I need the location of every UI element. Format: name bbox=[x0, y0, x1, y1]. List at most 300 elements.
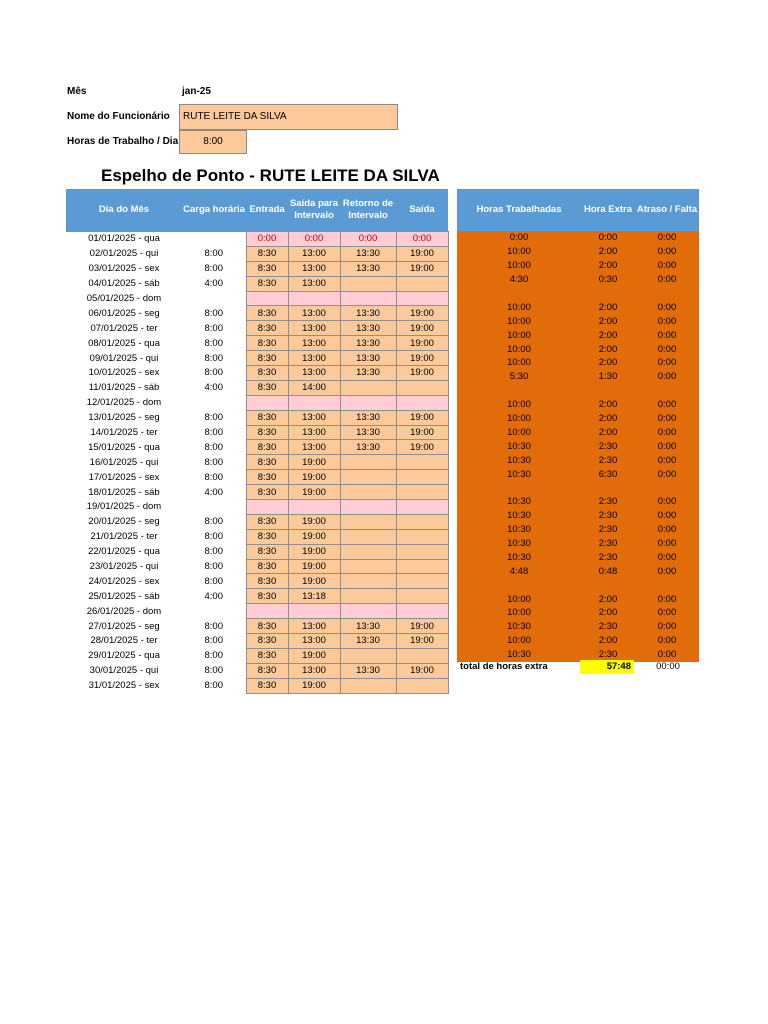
entry-cell[interactable]: 8:30 bbox=[246, 366, 288, 381]
timesheet-row bbox=[66, 485, 448, 500]
entry-cell[interactable]: 8:30 bbox=[246, 574, 288, 589]
day-cell: 29/01/2025 - qua bbox=[88, 650, 160, 662]
load-cell: 4:00 bbox=[204, 590, 223, 602]
break-out-cell[interactable]: 13:00 bbox=[288, 306, 340, 321]
worked-cell: 10:00 bbox=[457, 245, 581, 259]
exit-cell[interactable] bbox=[396, 529, 448, 544]
entry-cell[interactable] bbox=[246, 500, 288, 515]
break-in-cell[interactable] bbox=[340, 470, 396, 485]
delay-cell: 0:00 bbox=[635, 648, 699, 662]
day-cell: 24/01/2025 - sex bbox=[88, 575, 160, 587]
summary-row bbox=[457, 425, 699, 439]
summary-row bbox=[457, 606, 699, 620]
summary-row bbox=[457, 370, 699, 384]
load-cell: 8:00 bbox=[204, 575, 223, 587]
exit-cell[interactable] bbox=[396, 276, 448, 291]
exit-cell[interactable]: 19:00 bbox=[396, 634, 448, 649]
extra-cell: 2:30 bbox=[581, 620, 635, 634]
exit-cell[interactable]: 19:00 bbox=[396, 366, 448, 381]
entry-cell[interactable]: 8:30 bbox=[246, 485, 288, 500]
exit-cell[interactable]: 0:00 bbox=[396, 232, 448, 247]
delay-cell: 0:00 bbox=[635, 398, 699, 412]
worked-cell: 10:00 bbox=[457, 592, 581, 606]
timesheet-row bbox=[66, 321, 448, 336]
break-in-cell[interactable]: 13:30 bbox=[340, 351, 396, 366]
day-cell: 08/01/2025 - qua bbox=[88, 337, 160, 349]
exit-cell[interactable] bbox=[396, 470, 448, 485]
summary-row bbox=[457, 439, 699, 453]
exit-cell[interactable] bbox=[396, 291, 448, 306]
load-cell: 4:00 bbox=[204, 382, 223, 394]
entry-cell[interactable]: 8:30 bbox=[246, 380, 288, 395]
entry-cell[interactable]: 8:30 bbox=[246, 589, 288, 604]
load-cell: 8:00 bbox=[204, 307, 223, 319]
load-cell: 4:00 bbox=[204, 278, 223, 290]
entry-cell[interactable]: 8:30 bbox=[246, 425, 288, 440]
day-cell: 15/01/2025 - qua bbox=[88, 441, 160, 453]
break-out-cell[interactable]: 19:00 bbox=[288, 514, 340, 529]
summary-row bbox=[457, 453, 699, 467]
day-cell: 16/01/2025 - qui bbox=[89, 456, 159, 468]
day-cell: 07/01/2025 - ter bbox=[90, 322, 158, 334]
timesheet-row bbox=[66, 261, 448, 276]
delay-cell bbox=[635, 578, 699, 592]
extra-cell: 2:30 bbox=[581, 495, 635, 509]
extra-cell: 2:00 bbox=[581, 356, 635, 370]
exit-cell[interactable]: 19:00 bbox=[396, 246, 448, 261]
extra-cell: 2:00 bbox=[581, 300, 635, 314]
exit-cell[interactable]: 19:00 bbox=[396, 336, 448, 351]
break-in-cell[interactable] bbox=[340, 604, 396, 619]
summary-row bbox=[457, 412, 699, 426]
entry-cell[interactable]: 8:30 bbox=[246, 351, 288, 366]
delay-cell: 0:00 bbox=[635, 509, 699, 523]
extra-cell: 2:00 bbox=[581, 342, 635, 356]
break-out-cell[interactable]: 19:00 bbox=[288, 529, 340, 544]
delay-cell: 0:00 bbox=[635, 328, 699, 342]
break-out-cell[interactable]: 19:00 bbox=[288, 648, 340, 663]
worked-cell: 5:30 bbox=[457, 370, 581, 384]
worked-cell: 10:30 bbox=[457, 467, 581, 481]
summary-row bbox=[457, 384, 699, 398]
timesheet-row bbox=[66, 544, 448, 559]
break-in-cell[interactable] bbox=[340, 276, 396, 291]
day-cell: 21/01/2025 - ter bbox=[90, 531, 158, 543]
delay-cell: 0:00 bbox=[635, 314, 699, 328]
exit-cell[interactable] bbox=[396, 455, 448, 470]
load-cell: 8:00 bbox=[204, 680, 223, 692]
break-out-cell[interactable]: 19:00 bbox=[288, 544, 340, 559]
entry-cell[interactable]: 8:30 bbox=[246, 663, 288, 678]
break-in-cell[interactable]: 13:30 bbox=[340, 366, 396, 381]
extra-cell: 0:30 bbox=[581, 273, 635, 287]
load-cell: 4:00 bbox=[204, 486, 223, 498]
break-in-cell[interactable]: 13:30 bbox=[340, 246, 396, 261]
load-cell: 8:00 bbox=[204, 456, 223, 468]
load-cell bbox=[182, 395, 246, 410]
timesheet-row bbox=[66, 380, 448, 395]
worked-cell: 0:00 bbox=[457, 231, 581, 245]
day-cell: 17/01/2025 - sex bbox=[88, 471, 160, 483]
load-cell: 8:00 bbox=[204, 441, 223, 453]
exit-cell[interactable]: 19:00 bbox=[396, 306, 448, 321]
break-in-cell[interactable]: 13:30 bbox=[340, 261, 396, 276]
summary-row bbox=[457, 245, 699, 259]
delay-cell: 0:00 bbox=[635, 537, 699, 551]
load-cell: 8:00 bbox=[204, 546, 223, 558]
entry-cell[interactable]: 8:30 bbox=[246, 529, 288, 544]
break-in-cell[interactable] bbox=[340, 455, 396, 470]
entry-cell[interactable]: 8:30 bbox=[246, 648, 288, 663]
break-out-cell[interactable]: 13:00 bbox=[288, 261, 340, 276]
exit-cell[interactable] bbox=[396, 500, 448, 515]
break-out-cell[interactable]: 13:00 bbox=[288, 440, 340, 455]
summary-row bbox=[457, 259, 699, 273]
summary-row bbox=[457, 467, 699, 481]
break-in-cell[interactable]: 13:30 bbox=[340, 306, 396, 321]
load-cell bbox=[182, 604, 246, 619]
delay-cell: 0:00 bbox=[635, 439, 699, 453]
exit-cell[interactable]: 19:00 bbox=[396, 425, 448, 440]
extra-cell: 2:00 bbox=[581, 398, 635, 412]
delay-cell: 0:00 bbox=[635, 634, 699, 648]
break-out-cell[interactable] bbox=[288, 500, 340, 515]
exit-cell[interactable]: 19:00 bbox=[396, 261, 448, 276]
timesheet-row bbox=[66, 440, 448, 455]
load-cell: 8:00 bbox=[204, 427, 223, 439]
worked-cell: 10:00 bbox=[457, 634, 581, 648]
delay-cell: 0:00 bbox=[635, 370, 699, 384]
delay-cell: 0:00 bbox=[635, 300, 699, 314]
break-out-cell[interactable]: 13:00 bbox=[288, 336, 340, 351]
delay-cell: 0:00 bbox=[635, 550, 699, 564]
break-out-cell[interactable]: 19:00 bbox=[288, 485, 340, 500]
entry-cell[interactable]: 8:30 bbox=[246, 276, 288, 291]
entry-cell[interactable]: 8:30 bbox=[246, 306, 288, 321]
col-break-out: Saída para Intervalo bbox=[288, 189, 340, 232]
break-in-cell[interactable]: 13:30 bbox=[340, 425, 396, 440]
exit-cell[interactable]: 19:00 bbox=[396, 619, 448, 634]
timesheet-row bbox=[66, 351, 448, 366]
delay-cell: 0:00 bbox=[635, 356, 699, 370]
exit-cell[interactable] bbox=[396, 544, 448, 559]
entry-cell[interactable]: 8:30 bbox=[246, 619, 288, 634]
extra-cell: 2:00 bbox=[581, 328, 635, 342]
load-cell: 8:00 bbox=[204, 322, 223, 334]
timesheet-row bbox=[66, 470, 448, 485]
load-cell: 8:00 bbox=[204, 531, 223, 543]
entry-cell[interactable]: 8:30 bbox=[246, 678, 288, 693]
timesheet-row bbox=[66, 574, 448, 589]
day-cell: 09/01/2025 - qui bbox=[89, 352, 159, 364]
break-out-cell[interactable]: 13:00 bbox=[288, 276, 340, 291]
load-cell: 8:00 bbox=[204, 561, 223, 573]
worked-cell bbox=[457, 481, 581, 495]
break-in-cell[interactable] bbox=[340, 395, 396, 410]
worked-cell bbox=[457, 384, 581, 398]
timesheet-row bbox=[66, 500, 448, 515]
summary-row bbox=[457, 273, 699, 287]
day-cell: 26/01/2025 - dom bbox=[86, 605, 162, 617]
extra-cell: 6:30 bbox=[581, 467, 635, 481]
exit-cell[interactable] bbox=[396, 678, 448, 693]
employee-name-field[interactable]: RUTE LEITE DA SILVA bbox=[179, 104, 398, 130]
delay-cell: 0:00 bbox=[635, 425, 699, 439]
break-in-cell[interactable]: 13:30 bbox=[340, 336, 396, 351]
summary-row bbox=[457, 523, 699, 537]
timesheet-row bbox=[66, 232, 448, 247]
delay-cell: 0:00 bbox=[635, 495, 699, 509]
exit-cell[interactable] bbox=[396, 514, 448, 529]
break-out-cell[interactable] bbox=[288, 604, 340, 619]
load-cell: 8:00 bbox=[204, 352, 223, 364]
break-out-cell[interactable]: 19:00 bbox=[288, 574, 340, 589]
entry-cell[interactable] bbox=[246, 395, 288, 410]
exit-cell[interactable] bbox=[396, 559, 448, 574]
summary-table bbox=[457, 189, 699, 662]
hours-per-day-label: Horas de Trabalho / Dia bbox=[67, 136, 179, 147]
worked-cell: 10:30 bbox=[457, 495, 581, 509]
col-extra: Hora Extra bbox=[581, 189, 635, 231]
entry-cell[interactable]: 8:30 bbox=[246, 634, 288, 649]
day-cell: 03/01/2025 - sex bbox=[88, 263, 160, 275]
exit-cell[interactable] bbox=[396, 395, 448, 410]
entry-cell[interactable] bbox=[246, 604, 288, 619]
summary-row bbox=[457, 398, 699, 412]
col-load: Carga horária bbox=[182, 189, 246, 232]
timesheet-row bbox=[66, 336, 448, 351]
summary-row bbox=[457, 550, 699, 564]
entry-cell[interactable]: 8:30 bbox=[246, 410, 288, 425]
break-in-cell[interactable] bbox=[340, 380, 396, 395]
timesheet-row bbox=[66, 589, 448, 604]
entry-cell[interactable]: 8:30 bbox=[246, 514, 288, 529]
break-out-cell[interactable]: 13:00 bbox=[288, 246, 340, 261]
extra-cell: 2:00 bbox=[581, 425, 635, 439]
day-cell: 18/01/2025 - sáb bbox=[88, 486, 160, 498]
break-in-cell[interactable] bbox=[340, 589, 396, 604]
break-out-cell[interactable]: 13:18 bbox=[288, 589, 340, 604]
col-delay: Atraso / Falta bbox=[635, 189, 699, 231]
exit-cell[interactable] bbox=[396, 380, 448, 395]
delay-cell: 0:00 bbox=[635, 245, 699, 259]
exit-cell[interactable] bbox=[396, 574, 448, 589]
summary-header-row bbox=[457, 189, 699, 231]
day-cell: 04/01/2025 - sáb bbox=[88, 278, 160, 290]
break-in-cell[interactable] bbox=[340, 514, 396, 529]
timesheet-row bbox=[66, 559, 448, 574]
break-out-cell[interactable] bbox=[288, 395, 340, 410]
exit-cell[interactable]: 19:00 bbox=[396, 663, 448, 678]
break-in-cell[interactable] bbox=[340, 529, 396, 544]
break-out-cell[interactable]: 14:00 bbox=[288, 380, 340, 395]
break-out-cell[interactable]: 13:00 bbox=[288, 366, 340, 381]
extra-cell bbox=[581, 578, 635, 592]
timesheet-row bbox=[66, 395, 448, 410]
break-out-cell[interactable]: 0:00 bbox=[288, 232, 340, 247]
worked-cell: 10:00 bbox=[457, 412, 581, 426]
entry-cell[interactable]: 8:30 bbox=[246, 559, 288, 574]
page-title: Espelho de Ponto - RUTE LEITE DA SILVA bbox=[101, 166, 440, 185]
break-out-cell[interactable]: 13:00 bbox=[288, 619, 340, 634]
break-out-cell[interactable]: 13:00 bbox=[288, 321, 340, 336]
timesheet-row bbox=[66, 425, 448, 440]
extra-cell bbox=[581, 287, 635, 301]
break-in-cell[interactable]: 13:30 bbox=[340, 663, 396, 678]
entry-cell[interactable]: 8:30 bbox=[246, 261, 288, 276]
day-cell: 05/01/2025 - dom bbox=[86, 293, 162, 304]
break-in-cell[interactable] bbox=[340, 291, 396, 306]
summary-row bbox=[457, 314, 699, 328]
load-cell: 8:00 bbox=[204, 516, 223, 528]
total-extra-label: total de horas extra bbox=[460, 661, 548, 672]
break-in-cell[interactable]: 0:00 bbox=[340, 232, 396, 247]
break-in-cell[interactable] bbox=[340, 485, 396, 500]
exit-cell[interactable]: 19:00 bbox=[396, 321, 448, 336]
break-out-cell[interactable] bbox=[288, 291, 340, 306]
extra-cell: 2:30 bbox=[581, 509, 635, 523]
load-cell: 8:00 bbox=[204, 665, 223, 677]
delay-cell: 0:00 bbox=[635, 231, 699, 245]
worked-cell: 10:00 bbox=[457, 314, 581, 328]
timesheet-row bbox=[66, 529, 448, 544]
worked-cell: 10:00 bbox=[457, 342, 581, 356]
timesheet-row bbox=[66, 604, 448, 619]
worked-cell: 10:00 bbox=[457, 606, 581, 620]
break-out-cell[interactable]: 19:00 bbox=[288, 559, 340, 574]
extra-cell bbox=[581, 384, 635, 398]
break-in-cell[interactable] bbox=[340, 544, 396, 559]
break-out-cell[interactable]: 19:00 bbox=[288, 470, 340, 485]
col-entry: Entrada bbox=[246, 189, 288, 232]
break-out-cell[interactable]: 19:00 bbox=[288, 678, 340, 693]
employee-label: Nome do Funcionário bbox=[67, 111, 170, 122]
exit-cell[interactable] bbox=[396, 648, 448, 663]
col-exit: Saída bbox=[396, 189, 448, 232]
worked-cell: 10:30 bbox=[457, 439, 581, 453]
exit-cell[interactable] bbox=[396, 485, 448, 500]
col-break-in: Retorno de Intervalo bbox=[340, 189, 396, 232]
timesheet-row bbox=[66, 276, 448, 291]
day-cell: 13/01/2025 - seg bbox=[88, 412, 160, 424]
break-out-cell[interactable]: 13:00 bbox=[288, 410, 340, 425]
break-out-cell[interactable]: 13:00 bbox=[288, 351, 340, 366]
delay-cell: 0:00 bbox=[635, 342, 699, 356]
day-cell: 25/01/2025 - sáb bbox=[88, 590, 160, 602]
delay-cell bbox=[635, 287, 699, 301]
exit-cell[interactable] bbox=[396, 604, 448, 619]
extra-cell: 2:00 bbox=[581, 592, 635, 606]
month-value[interactable]: jan-25 bbox=[182, 86, 211, 97]
worked-cell: 4:48 bbox=[457, 564, 581, 578]
summary-row bbox=[457, 356, 699, 370]
delay-cell: 0:00 bbox=[635, 592, 699, 606]
break-in-cell[interactable]: 13:30 bbox=[340, 410, 396, 425]
day-cell: 11/01/2025 - sáb bbox=[88, 382, 160, 394]
break-out-cell[interactable]: 13:00 bbox=[288, 425, 340, 440]
total-extra-value: 57:48 bbox=[580, 660, 634, 674]
break-in-cell[interactable] bbox=[340, 678, 396, 693]
load-cell: 8:00 bbox=[204, 367, 223, 379]
exit-cell[interactable] bbox=[396, 589, 448, 604]
entry-cell[interactable]: 8:30 bbox=[246, 246, 288, 261]
summary-row bbox=[457, 231, 699, 245]
entry-cell[interactable]: 0:00 bbox=[246, 232, 288, 247]
summary-row bbox=[457, 537, 699, 551]
entry-cell[interactable]: 8:30 bbox=[246, 440, 288, 455]
entry-cell[interactable]: 8:30 bbox=[246, 470, 288, 485]
break-in-cell[interactable] bbox=[340, 574, 396, 589]
break-in-cell[interactable]: 13:30 bbox=[340, 619, 396, 634]
load-cell: 8:00 bbox=[204, 412, 223, 424]
worked-cell: 10:30 bbox=[457, 550, 581, 564]
entry-cell[interactable]: 8:30 bbox=[246, 321, 288, 336]
worked-cell: 10:30 bbox=[457, 453, 581, 467]
worked-cell: 10:30 bbox=[457, 523, 581, 537]
entry-cell[interactable]: 8:30 bbox=[246, 544, 288, 559]
break-in-cell[interactable] bbox=[340, 559, 396, 574]
break-out-cell[interactable]: 13:00 bbox=[288, 663, 340, 678]
exit-cell[interactable]: 19:00 bbox=[396, 410, 448, 425]
break-in-cell[interactable]: 13:30 bbox=[340, 634, 396, 649]
load-cell bbox=[182, 232, 246, 247]
summary-row bbox=[457, 592, 699, 606]
summary-row bbox=[457, 481, 699, 495]
hours-per-day-field[interactable]: 8:00 bbox=[179, 130, 247, 154]
exit-cell[interactable]: 19:00 bbox=[396, 440, 448, 455]
extra-cell bbox=[581, 481, 635, 495]
break-in-cell[interactable] bbox=[340, 648, 396, 663]
summary-row bbox=[457, 648, 699, 662]
timesheet-row bbox=[66, 410, 448, 425]
delay-cell: 0:00 bbox=[635, 273, 699, 287]
break-in-cell[interactable]: 13:30 bbox=[340, 321, 396, 336]
break-in-cell[interactable]: 13:30 bbox=[340, 440, 396, 455]
extra-cell: 2:00 bbox=[581, 245, 635, 259]
delay-cell: 0:00 bbox=[635, 259, 699, 273]
extra-cell: 2:30 bbox=[581, 648, 635, 662]
extra-cell: 2:30 bbox=[581, 550, 635, 564]
break-out-cell[interactable]: 19:00 bbox=[288, 455, 340, 470]
worked-cell: 10:00 bbox=[457, 398, 581, 412]
timesheet-row bbox=[66, 678, 448, 693]
entry-cell[interactable]: 8:30 bbox=[246, 455, 288, 470]
load-cell: 8:00 bbox=[204, 248, 223, 260]
break-in-cell[interactable] bbox=[340, 500, 396, 515]
extra-cell: 2:00 bbox=[581, 634, 635, 648]
day-cell: 28/01/2025 - ter bbox=[90, 635, 158, 647]
load-cell bbox=[182, 500, 246, 515]
summary-row bbox=[457, 509, 699, 523]
entry-cell[interactable]: 8:30 bbox=[246, 336, 288, 351]
summary-row bbox=[457, 634, 699, 648]
summary-row bbox=[457, 300, 699, 314]
timesheet-table bbox=[66, 189, 449, 694]
worked-cell: 10:30 bbox=[457, 509, 581, 523]
delay-cell: 0:00 bbox=[635, 523, 699, 537]
extra-cell: 0:48 bbox=[581, 564, 635, 578]
worked-cell: 10:00 bbox=[457, 300, 581, 314]
day-cell: 12/01/2025 - dom bbox=[86, 397, 162, 409]
worked-cell: 10:30 bbox=[457, 620, 581, 634]
exit-cell[interactable]: 19:00 bbox=[396, 351, 448, 366]
summary-row bbox=[457, 342, 699, 356]
summary-row bbox=[457, 578, 699, 592]
timesheet-row bbox=[66, 291, 448, 306]
entry-cell[interactable] bbox=[246, 291, 288, 306]
month-label: Mês bbox=[67, 86, 87, 97]
break-out-cell[interactable]: 13:00 bbox=[288, 634, 340, 649]
